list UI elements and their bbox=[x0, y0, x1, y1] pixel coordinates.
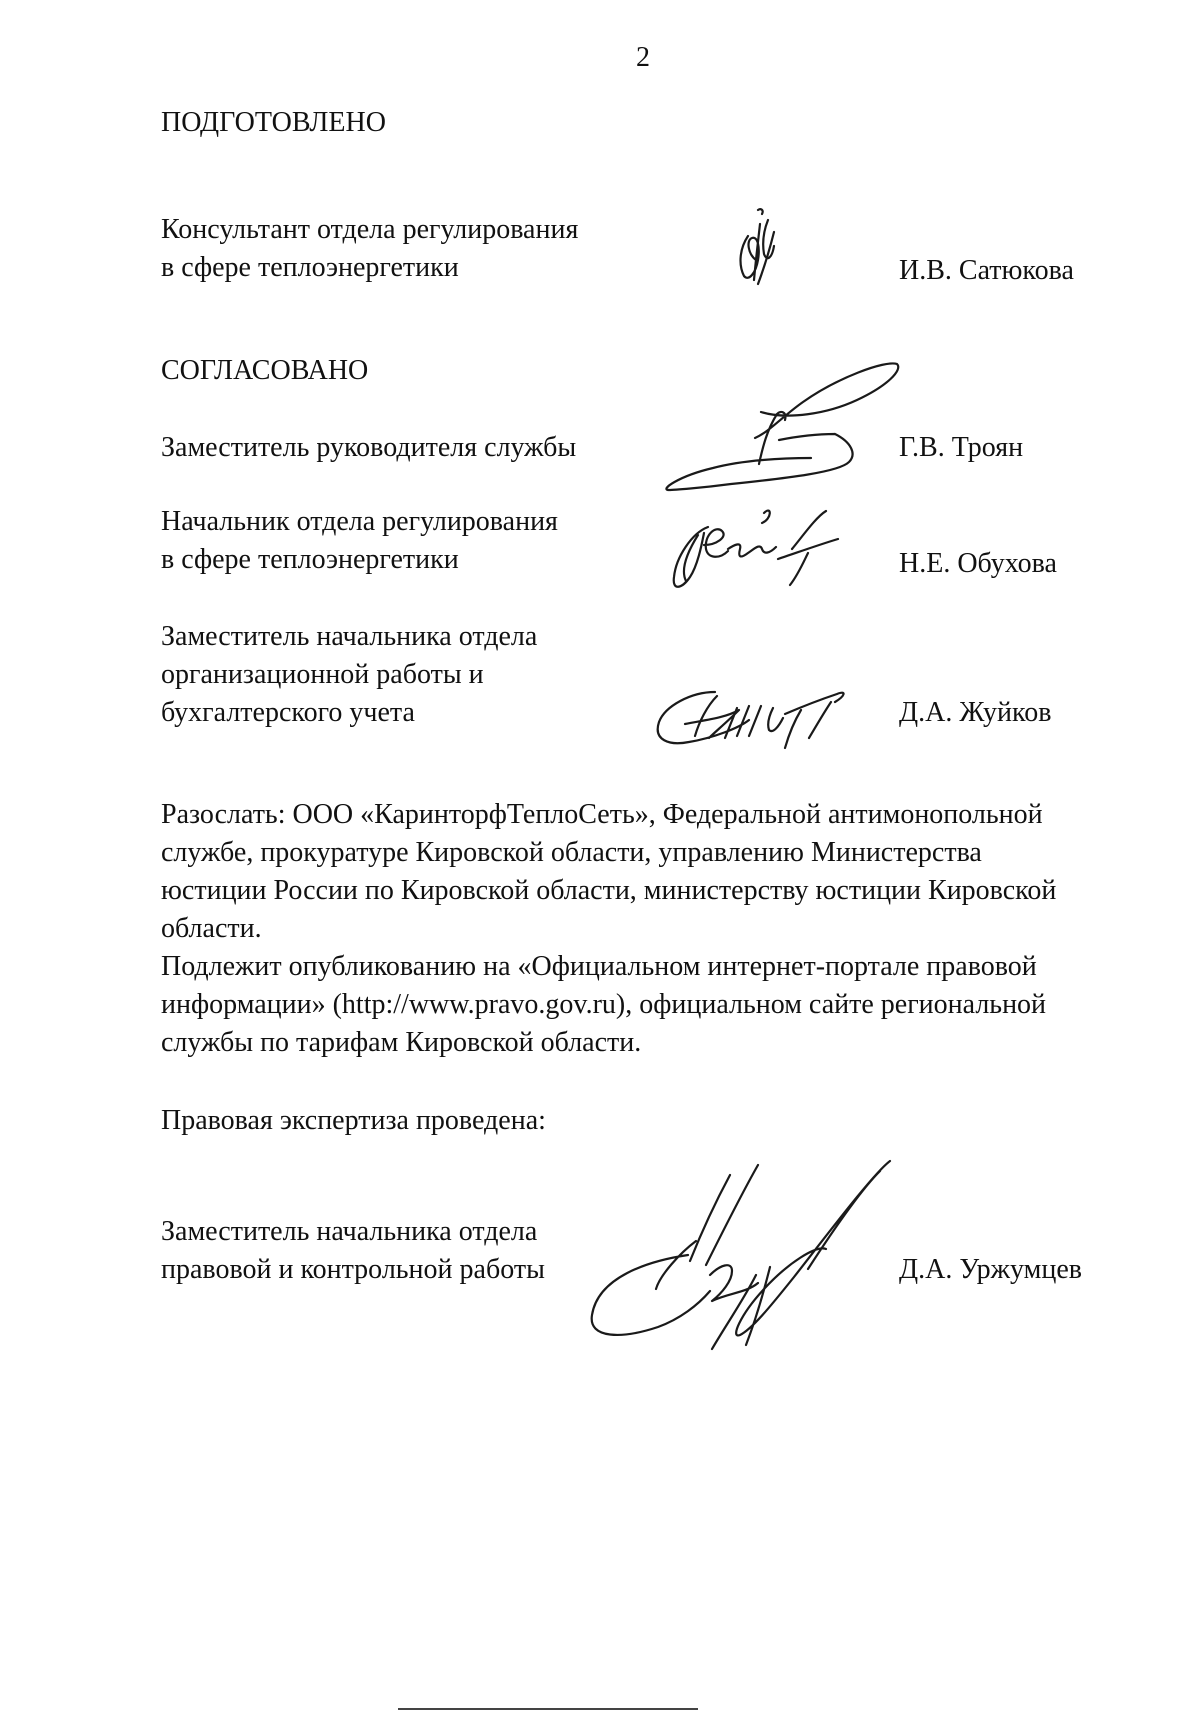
signature-zhuikov bbox=[655, 684, 860, 754]
signature-satyukova bbox=[728, 206, 788, 286]
signature-troyan bbox=[665, 360, 905, 500]
prepared-name: И.В. Сатюкова bbox=[899, 255, 1074, 286]
agreed-signer3-name: Д.А. Жуйков bbox=[899, 697, 1052, 728]
agreed-signer2-name: Н.Е. Обухова bbox=[899, 548, 1057, 579]
distribution-paragraph bbox=[161, 796, 1117, 948]
page-number: 2 bbox=[636, 42, 650, 73]
agreed-signer1-position: Заместитель руководителя службы bbox=[161, 432, 577, 463]
publication-paragraph bbox=[161, 948, 1117, 1062]
bottom-divider bbox=[398, 1708, 698, 1710]
prepared-position-line1: Консультант отдела регулирования bbox=[161, 214, 579, 245]
legal-review-position-line2: правовой и контрольной работы bbox=[161, 1254, 545, 1285]
distribution-line: области. bbox=[161, 913, 262, 944]
legal-review-position-line1: Заместитель начальника отдела bbox=[161, 1216, 538, 1247]
agreed-signer2-position-line1: Начальник отдела регулирования bbox=[161, 506, 558, 537]
agreed-signer3-position-line3: бухгалтерского учета bbox=[161, 697, 415, 728]
prepared-position-line2: в сфере теплоэнергетики bbox=[161, 252, 459, 283]
distribution-line: службе, прокуратуре Кировской области, управлению Министерства bbox=[161, 837, 982, 868]
agreed-signer3-position-line2: организационной работы и bbox=[161, 659, 484, 690]
publication-line: службы по тарифам Кировской области. bbox=[161, 1027, 642, 1058]
legal-review-heading: Правовая экспертиза проведена: bbox=[161, 1105, 546, 1136]
signature-urzhumtsev bbox=[580, 1155, 895, 1355]
distribution-line: Разослать: ООО «КаринторфТеплоСеть», Федеральной антимонопольной bbox=[161, 799, 1043, 830]
publication-line: Подлежит опубликованию на «Официальном интернет-портале правовой bbox=[161, 951, 1037, 982]
agreed-signer2-position-line2: в сфере теплоэнергетики bbox=[161, 544, 459, 575]
legal-review-name: Д.А. Уржумцев bbox=[899, 1254, 1083, 1285]
prepared-heading: ПОДГОТОВЛЕНО bbox=[161, 107, 386, 138]
agreed-signer1-name: Г.В. Троян bbox=[899, 432, 1024, 463]
agreed-heading: СОГЛАСОВАНО bbox=[161, 355, 369, 386]
distribution-line: юстиции России по Кировской области, министерству юстиции Кировской bbox=[161, 875, 1057, 906]
publication-line: информации» (http://www.pravo.gov.ru), официальном сайте региональной bbox=[161, 989, 1047, 1020]
signature-obukhova bbox=[668, 505, 858, 595]
agreed-signer3-position-line1: Заместитель начальника отдела bbox=[161, 621, 538, 652]
